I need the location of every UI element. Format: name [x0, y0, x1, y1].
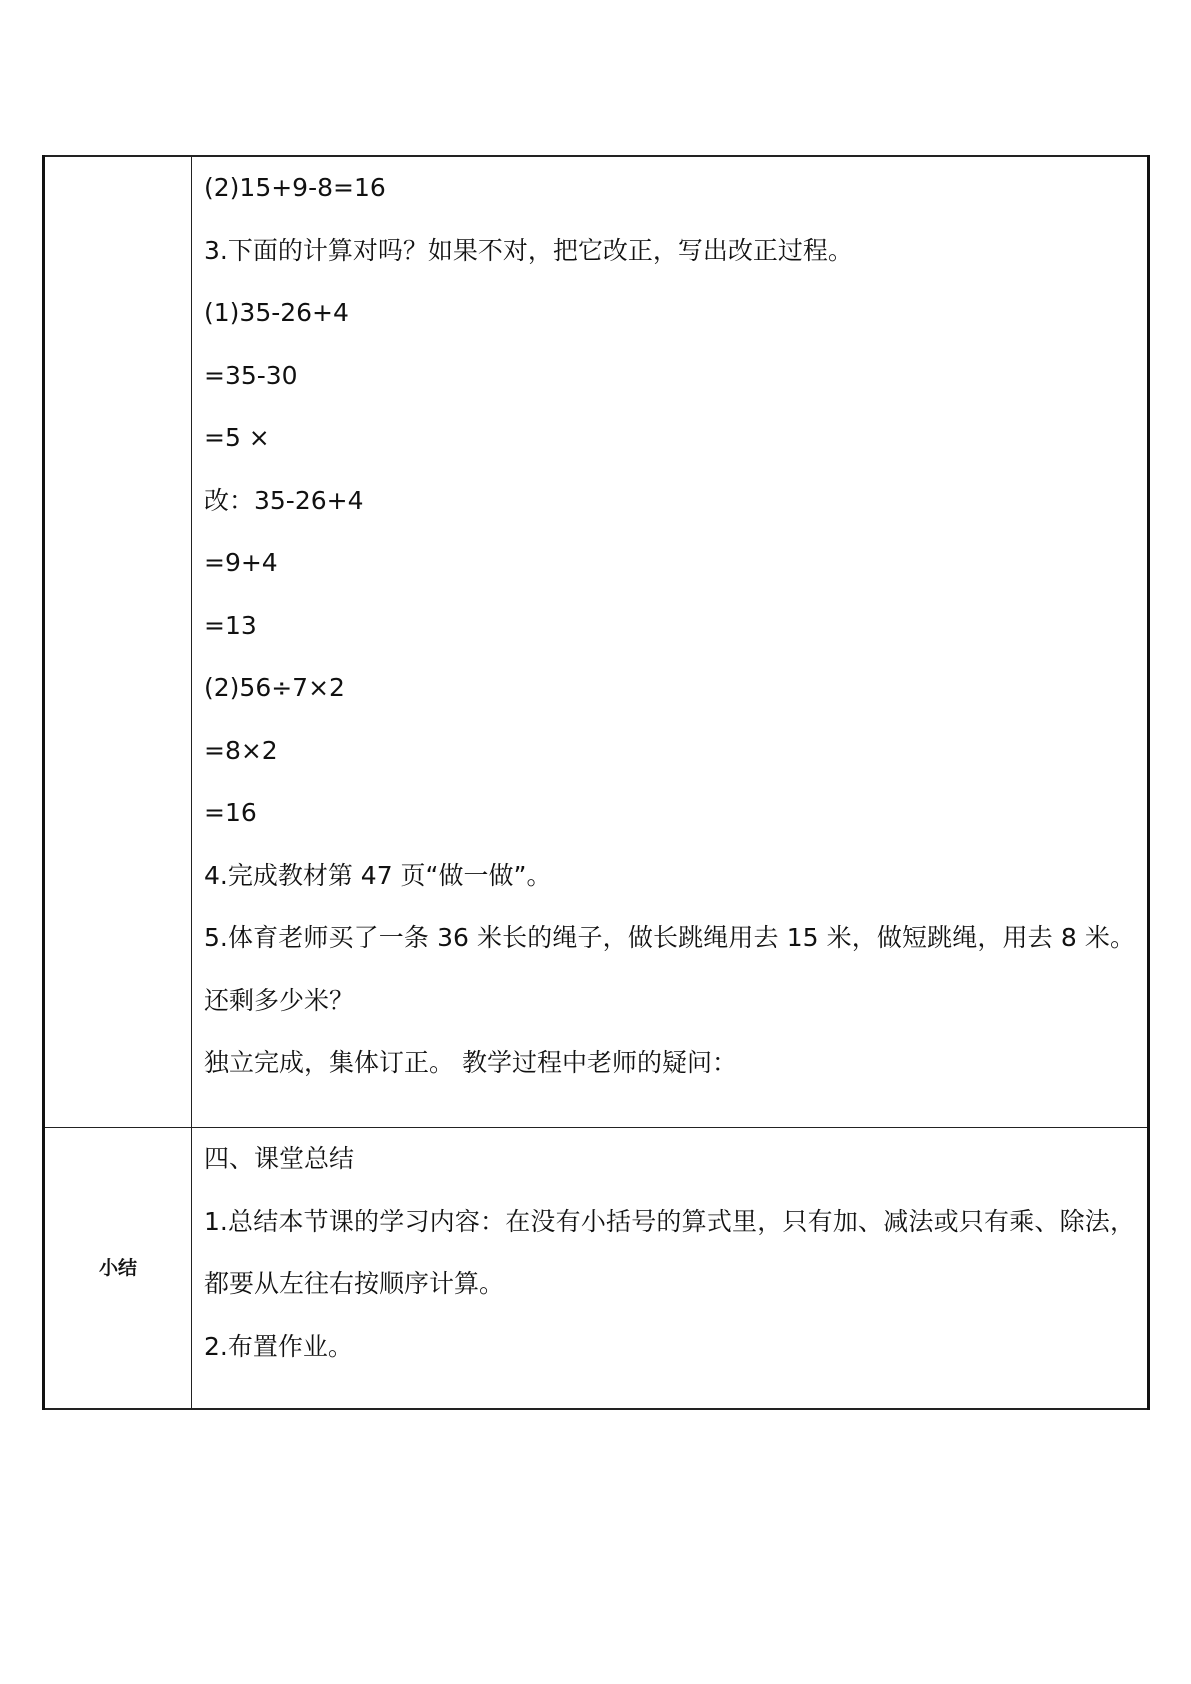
content-cell-exercises: [192, 156, 1149, 1128]
section-heading: 四、课堂总结: [204, 1144, 355, 1173]
content-paragraph: 5.体育老师买了一条 36 米长的绳子，做长跳绳用去 15 米，做短跳绳，用去 8 米。还剩多少米？: [204, 923, 1135, 1015]
content-line: 3.下面的计算对吗？如果不对，把它改正，写出改正过程。: [204, 235, 853, 265]
content-line: =13: [204, 610, 257, 640]
row-label-cell: [44, 156, 192, 1128]
content-line: 4.完成教材第 47 页“做一做”。: [204, 860, 552, 890]
content-line: =8×2: [204, 735, 278, 765]
content-line: 改：35-26+4: [204, 485, 364, 515]
content-line: (1)35-26+4: [204, 298, 349, 327]
content-line: (2)15+9-8=16: [204, 173, 386, 202]
content-line: =5 ×: [204, 423, 270, 452]
content-cell-summary: [192, 1128, 1149, 1410]
content-line: =9+4: [204, 548, 278, 577]
summary-label: 小结: [98, 1257, 137, 1279]
content-line: =16: [204, 798, 257, 827]
content-line: =35-30: [204, 360, 298, 390]
content-line: 2.布置作业。: [204, 1331, 353, 1361]
content-line: 独立完成，集体订正。 教学过程中老师的疑问：: [204, 1048, 737, 1077]
table-row-exercises: [44, 156, 1149, 1128]
row-label-cell: [44, 1128, 192, 1410]
content-line: (2)56÷7×2: [204, 673, 345, 702]
lesson-table: [42, 155, 1150, 1410]
table-row-summary: [44, 1128, 1149, 1410]
content-paragraph: 1.总结本节课的学习内容：在没有小括号的算式里，只有加、减法或只有乘、除法，都要从左往右按顺序计算。: [204, 1206, 1135, 1298]
